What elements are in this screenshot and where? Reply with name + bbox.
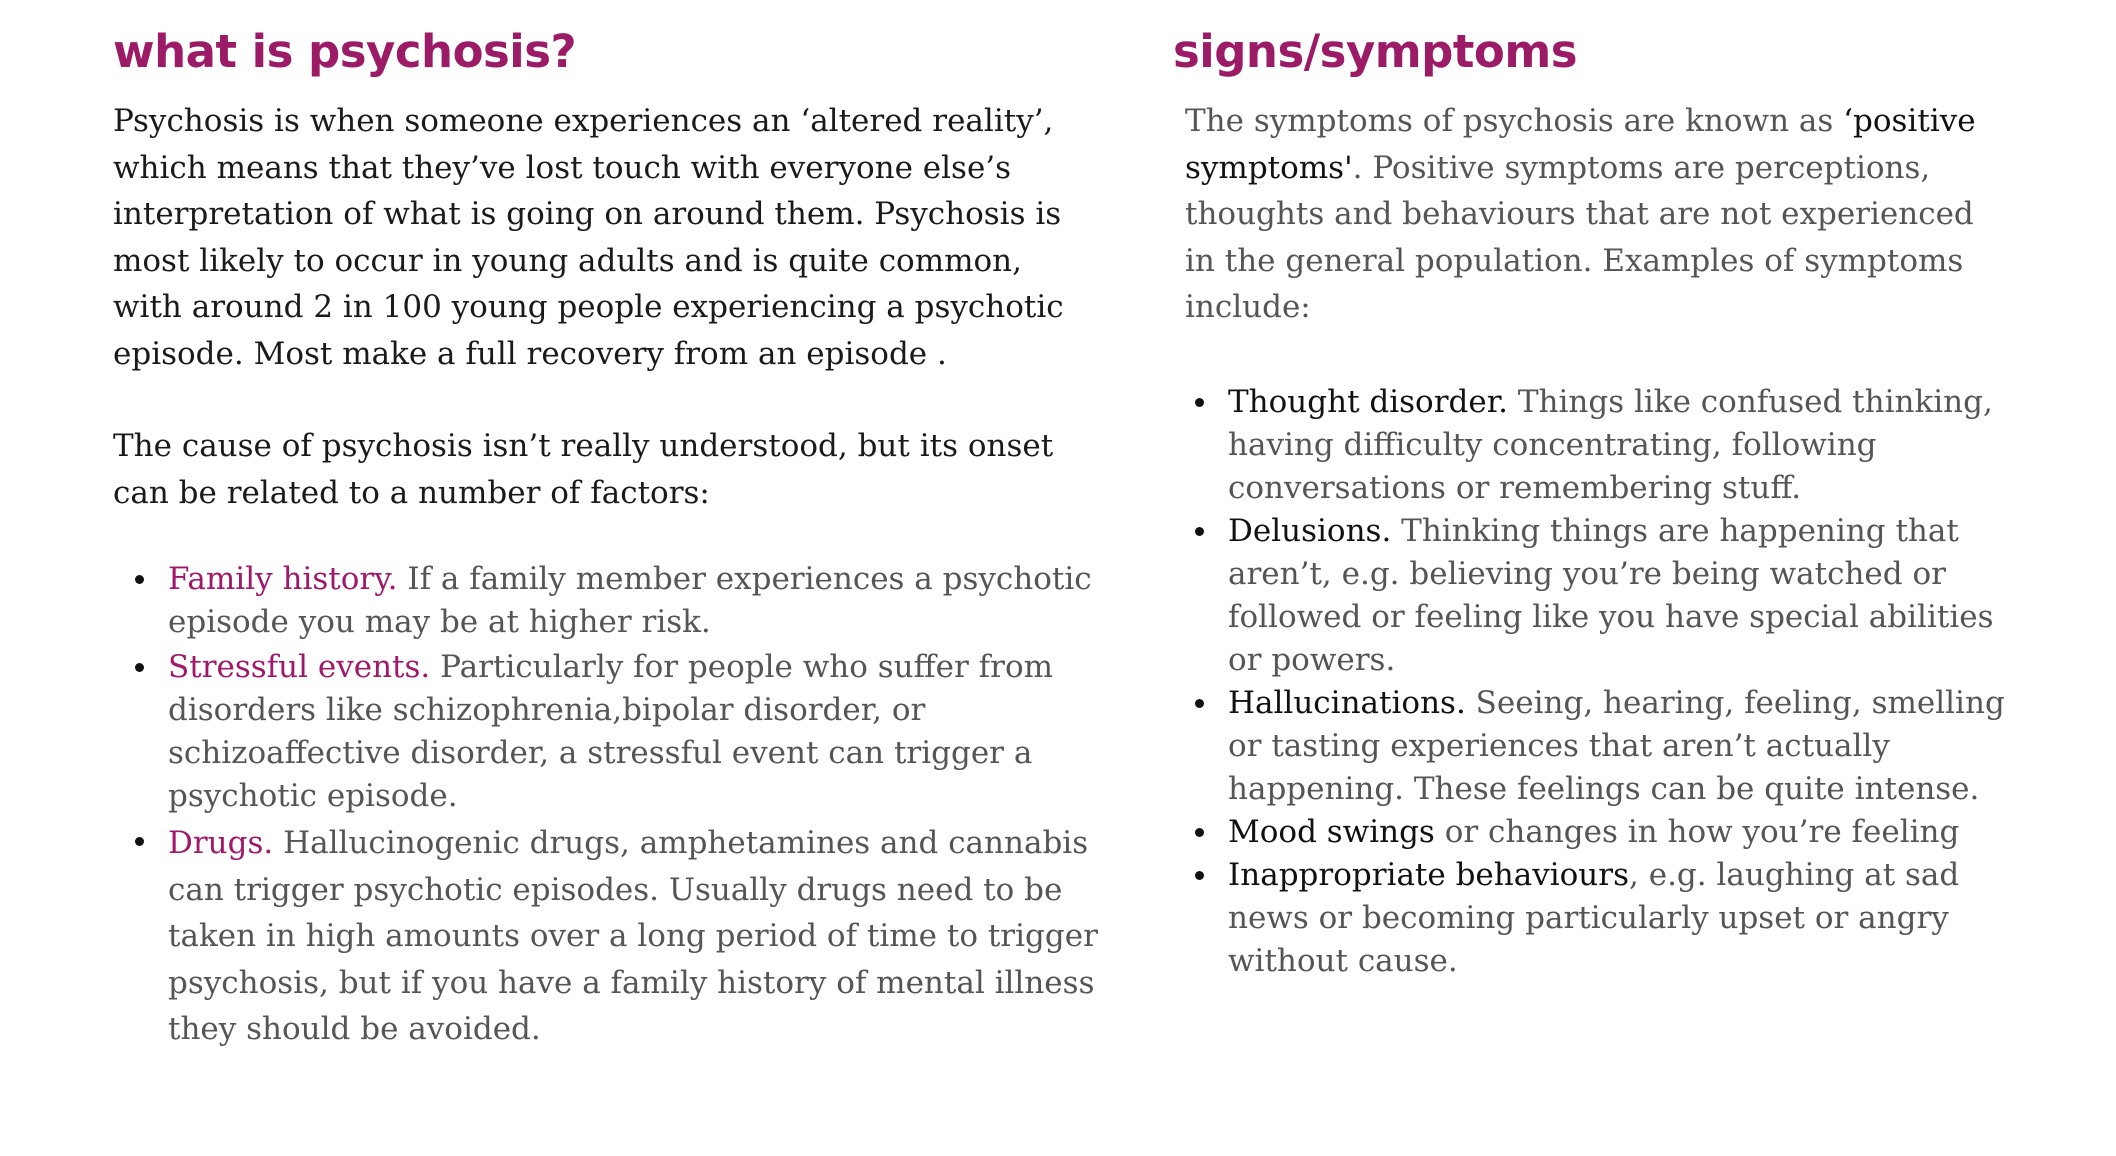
section-heading-signs-symptoms: signs/symptoms bbox=[1173, 25, 1577, 78]
symptoms-section bbox=[1173, 22, 2013, 983]
intro-text-start: The symptoms of psychosis are known as bbox=[1185, 103, 1844, 139]
factor-text: Particularly for people who suffer from disorders like schizophrenia,bipolar disorder, or schizoaffective disorder, a stressful event can trigger a psychotic episode. bbox=[168, 649, 1054, 814]
psychosis-cause-paragraph: The cause of psychosis isn’t really understood, but its onset can be related to a number of factors: bbox=[113, 428, 1054, 511]
symptoms-list bbox=[1173, 381, 2013, 983]
symptom-text: Things like confused thinking, having difficulty concentrating, following conversations or remembering stuff. bbox=[1228, 383, 1993, 506]
symptom-text: or changes in how you’re feeling bbox=[1434, 813, 1960, 850]
list-item-family-history bbox=[113, 558, 1098, 644]
symptom-term: Inappropriate behaviours bbox=[1228, 856, 1630, 893]
symptom-term: Mood swings bbox=[1228, 813, 1435, 850]
factor-text: Hallucinogenic drugs, amphetamines and cannabis can trigger psychotic episodes. Usually drugs need to be taken in high amounts over a long period of time to trigger psychosis, but if you have a family history of mental illness they should be avoided. bbox=[168, 825, 1098, 1047]
section-heading-what-is-psychosis: what is psychosis? bbox=[113, 25, 577, 78]
list-item-inappropriate-behaviours bbox=[1173, 854, 2013, 983]
symptom-text: Seeing, hearing, feeling, smelling or tasting experiences that aren’t actually happening. These feelings can be quite intense. bbox=[1228, 684, 2005, 807]
symptoms-intro-paragraph bbox=[1185, 98, 2013, 331]
intro-text-end: . Positive symptoms are perceptions, thoughts and behaviours that are not experienced in the general population. Examples of symptoms include: bbox=[1185, 149, 1974, 325]
symptom-term: Hallucinations. bbox=[1228, 684, 1466, 721]
symptom-term: Thought disorder. bbox=[1228, 383, 1508, 420]
factor-term: Family history. bbox=[168, 561, 398, 597]
factor-term: Drugs. bbox=[168, 825, 274, 861]
psychosis-definition-paragraph: Psychosis is when someone experiences an ‘altered reality’, which means that they’ve lost touch with everyone else’s interpretation of what is going on around them. Psychosis is most likely to occur in young adults and is quite common, with around 2 in 100 young people experiencing a psychotic episode. Most make a full recovery from an episode . bbox=[113, 103, 1064, 372]
symptom-text: Thinking things are happening that aren’t, e.g. believing you’re being watched or followed or feeling like you have special abilities or powers. bbox=[1228, 512, 1994, 678]
list-item-stressful-events bbox=[113, 646, 1098, 818]
list-item-delusions bbox=[1173, 510, 2013, 682]
list-item-thought-disorder bbox=[1173, 381, 2013, 510]
list-item-drugs bbox=[113, 820, 1098, 1053]
factors-list bbox=[113, 558, 1098, 1053]
psychosis-section bbox=[113, 22, 1098, 1055]
symptom-text: , e.g. laughing at sad news or becoming particularly upset or angry without cause. bbox=[1228, 856, 1960, 979]
factor-term: Stressful events. bbox=[168, 649, 431, 685]
symptom-term: Delusions. bbox=[1228, 512, 1392, 549]
list-item-hallucinations bbox=[1173, 682, 2013, 811]
list-item-mood-swings bbox=[1173, 811, 2013, 854]
factor-text: If a family member experiences a psychotic episode you may be at higher risk. bbox=[168, 561, 1092, 640]
positive-symptoms-term: ‘positive symptoms' bbox=[1185, 103, 1976, 186]
